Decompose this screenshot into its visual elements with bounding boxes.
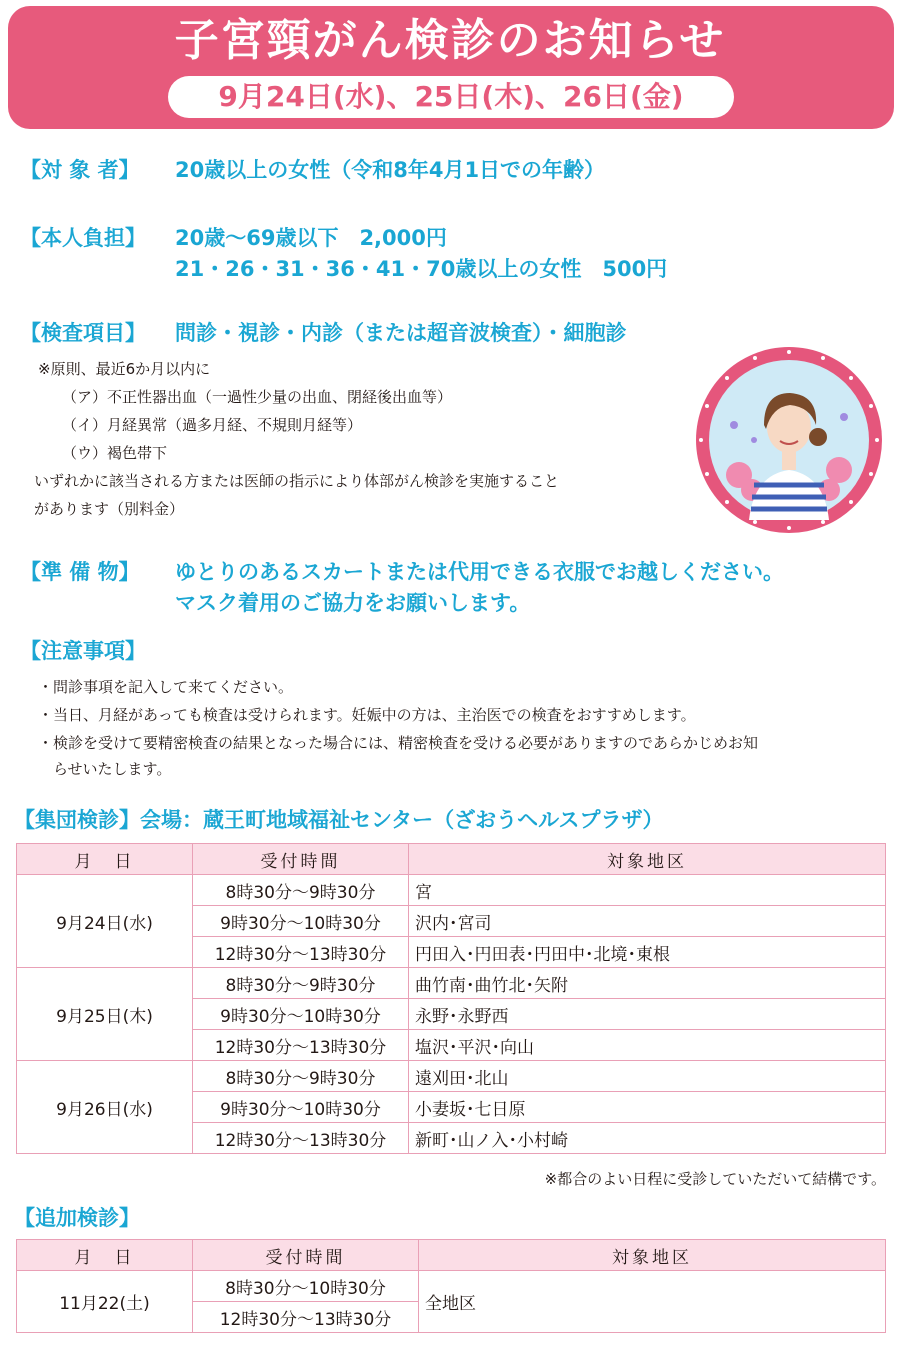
time-cell: 8時30分～10時30分: [193, 1271, 419, 1302]
exam-note: （イ）月経異常（過多月経、不規則月経等）: [62, 416, 363, 434]
col-header-area: 対象地区: [409, 844, 886, 875]
exam-note: ※原則、最近6か月以内に: [38, 360, 211, 378]
caution-item: ・当日、月経があっても検査は受けられます。妊娠中の方は、主治医での検査をおすすめします。: [38, 706, 696, 724]
cost-label: 【本人負担】: [20, 226, 146, 250]
extra-schedule-table: [16, 1239, 886, 1333]
col-header-time: 受付時間: [193, 844, 409, 875]
page-title: 子宮頸がん検診のお知らせ: [174, 15, 726, 66]
date-cell: 9月25日(木): [17, 968, 193, 1061]
caution-label: 【注意事項】: [20, 639, 146, 663]
time-cell: 9時30分～10時30分: [193, 999, 409, 1030]
table-row: [17, 875, 886, 906]
target-value: 20歳以上の女性（令和8年4月1日での年齢）: [175, 158, 606, 182]
area-cell: 曲竹南･曲竹北･矢附: [409, 968, 886, 999]
group-schedule-table: [16, 843, 886, 1154]
time-cell: 8時30分～9時30分: [193, 1061, 409, 1092]
area-cell: 宮: [409, 875, 886, 906]
col-header-date: 月 日: [17, 844, 193, 875]
area-cell: 円田入･円田表･円田中･北境･東根: [409, 937, 886, 968]
table-row: [17, 1271, 886, 1302]
table-header-row: [17, 1240, 886, 1271]
col-header-area: 対象地区: [419, 1240, 886, 1271]
caution-item: ・問診事項を記入して来てください。: [38, 678, 294, 696]
area-cell: 塩沢･平沢･向山: [409, 1030, 886, 1061]
area-cell: 全地区: [419, 1271, 886, 1333]
col-header-time: 受付時間: [193, 1240, 419, 1271]
time-cell: 8時30分～9時30分: [193, 875, 409, 906]
table-row: [17, 968, 886, 999]
exam-note: （ウ）褐色帯下: [62, 444, 168, 462]
exam-note: いずれかに該当される方または医師の指示により体部がん検診を実施すること: [34, 472, 560, 490]
woman-illustration: [694, 345, 884, 535]
area-cell: 小妻坂･七日原: [409, 1092, 886, 1123]
cost-line-2: 21・26・31・36・41・70歳以上の女性 500円: [175, 257, 668, 281]
area-cell: 沢内･宮司: [409, 906, 886, 937]
cost-line-1: 20歳～69歳以下 2,000円: [175, 226, 447, 250]
prep-label: 【準 備 物】: [20, 560, 140, 584]
schedule-footnote: ※都合のよい日程に受診していただいて結構です。: [544, 1170, 886, 1188]
time-cell: 12時30分～13時30分: [193, 1030, 409, 1061]
time-cell: 12時30分～13時30分: [193, 937, 409, 968]
area-cell: 遠刈田･北山: [409, 1061, 886, 1092]
exam-dates: 9月24日(水)、25日(木)、26日(金): [218, 80, 684, 113]
prep-line-2: マスク着用のご協力をお願いします。: [175, 591, 531, 615]
extra-exam-label: 【追加検診】: [14, 1206, 140, 1230]
exam-note: （ア）不正性器出血（一過性少量の出血、閉経後出血等）: [62, 388, 453, 406]
prep-line-1: ゆとりのあるスカートまたは代用できる衣服でお越しください。: [175, 560, 784, 584]
time-cell: 12時30分～13時30分: [193, 1302, 419, 1333]
time-cell: 12時30分～13時30分: [193, 1123, 409, 1154]
table-header-row: [17, 844, 886, 875]
target-label: 【対 象 者】: [20, 158, 140, 182]
table-row: [17, 1061, 886, 1092]
exam-note: があります（別料金）: [34, 500, 185, 518]
caution-item: らせいたします。: [38, 760, 172, 778]
time-cell: 9時30分～10時30分: [193, 906, 409, 937]
time-cell: 8時30分～9時30分: [193, 968, 409, 999]
date-cell: 9月26日(水): [17, 1061, 193, 1154]
group-exam-label: 【集団検診】会場：蔵王町地域福祉センター（ざおうヘルスプラザ）: [14, 808, 664, 832]
area-cell: 永野･永野西: [409, 999, 886, 1030]
col-header-date: 月 日: [17, 1240, 193, 1271]
time-cell: 9時30分～10時30分: [193, 1092, 409, 1123]
date-cell: 11月22(土): [17, 1271, 193, 1333]
exam-label: 【検査項目】: [20, 321, 146, 345]
caution-item: ・検診を受けて要精密検査の結果となった場合には、精密検査を受ける必要がありますのであらかじめお知: [38, 734, 759, 752]
exam-value: 問診・視診・内診（または超音波検査）・細胞診: [175, 321, 627, 345]
area-cell: 新町･山ノ入･小村崎: [409, 1123, 886, 1154]
date-cell: 9月24日(水): [17, 875, 193, 968]
